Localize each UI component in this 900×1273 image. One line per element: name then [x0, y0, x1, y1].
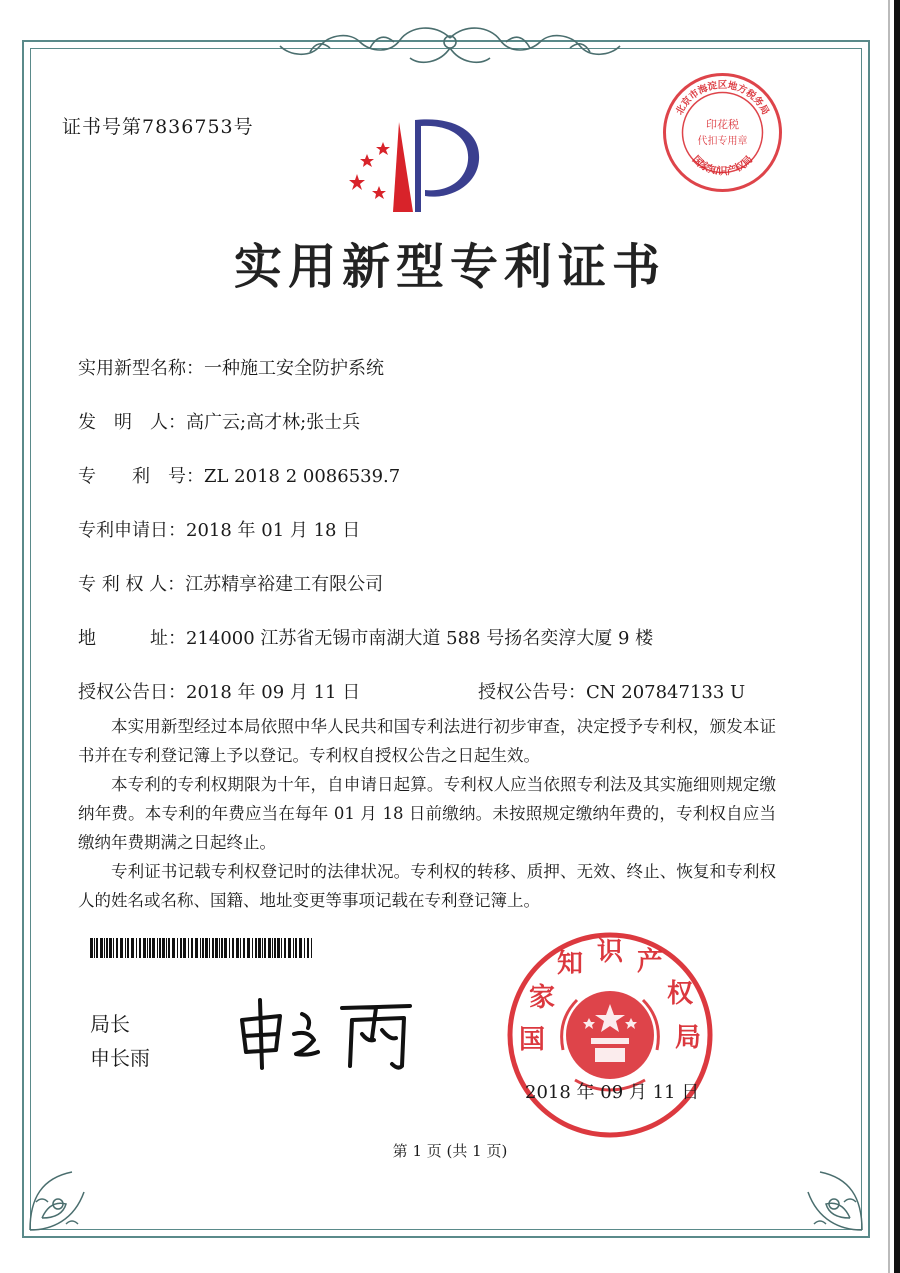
barcode-bar — [205, 938, 208, 958]
cnipa-official-seal — [505, 930, 715, 1140]
barcode-bar — [236, 938, 239, 958]
tax-seal-inner-text: 代扣专用章 — [697, 136, 748, 147]
field-value: 江苏精享裕建工有限公司 — [185, 574, 384, 595]
scan-edge-line — [888, 0, 890, 1273]
barcode-bar — [281, 938, 282, 958]
seal-char-2: 家 — [529, 983, 556, 1013]
page-footer: 第 1 页 (共 1 页) — [392, 1142, 508, 1160]
barcode-bar — [304, 938, 305, 958]
barcode-bar — [180, 938, 182, 958]
barcode-bar — [219, 938, 220, 958]
barcode-bar — [152, 938, 155, 958]
body-paragraph-3: 专利证书记载专利权登记时的法律状况。专利权的转移、质押、无效、终止、恢复和专利权人的姓名或名称、国籍、地址变更等事项记载在专利登记簿上。 — [78, 862, 776, 910]
barcode-bar — [215, 938, 218, 958]
director-title: 局长 — [90, 1012, 130, 1036]
certificate-number: 证书号第7836753号 — [62, 116, 254, 138]
barcode-bar — [247, 938, 250, 958]
field-utility-model-name — [78, 354, 384, 380]
barcode-bar — [229, 938, 230, 958]
barcode-bar — [147, 938, 148, 958]
body-paragraph-1: 本实用新型经过本局依照中华人民共和国专利法进行初步审查，决定授予专利权，颁发本证书并在专利登记簿上予以登记。专利权自授权公告之日起生效。 — [78, 717, 776, 765]
field-label: 专 利 号： — [78, 466, 204, 487]
field-label: 专 利 权 人： — [78, 574, 186, 595]
barcode-bar — [136, 938, 137, 958]
barcode-bar — [188, 938, 189, 958]
barcode-bar — [131, 938, 134, 958]
field-value: 2018 年 01 月 18 日 — [186, 520, 361, 541]
tax-seal-mid-text: 印花税 — [706, 118, 739, 131]
barcode-bar — [116, 938, 118, 958]
barcode — [90, 938, 312, 958]
field-value: ZL 2018 2 0086539.7 — [204, 466, 401, 487]
seal-char-4: 识 — [597, 937, 624, 967]
barcode-bar — [106, 938, 108, 958]
barcode-bar — [125, 938, 126, 958]
barcode-bar — [104, 938, 105, 958]
field-grant-number — [478, 678, 745, 704]
barcode-bar — [288, 938, 291, 958]
seal-char-5: 产 — [637, 947, 664, 977]
barcode-bar — [295, 938, 297, 958]
barcode-bar — [94, 938, 95, 958]
barcode-bar — [157, 938, 158, 958]
field-value: 一种施工安全防护系统 — [204, 358, 384, 379]
barcode-bar — [264, 938, 266, 958]
svg-text:国家知识产权局 — [690, 153, 756, 178]
barcode-bar — [127, 938, 129, 958]
barcode-bar — [299, 938, 302, 958]
barcode-bar — [162, 938, 165, 958]
field-patentee — [78, 570, 383, 596]
corner-ornament-bottom-left — [22, 1158, 102, 1238]
barcode-bar — [232, 938, 234, 958]
barcode-bar — [243, 938, 245, 958]
barcode-bar — [143, 938, 146, 958]
field-label: 发 明 人： — [78, 412, 186, 433]
barcode-bar — [96, 938, 98, 958]
barcode-bar — [221, 938, 223, 958]
corner-ornament-bottom-right — [790, 1158, 870, 1238]
barcode-bar — [272, 938, 273, 958]
scan-edge — [894, 0, 900, 1273]
barcode-bar — [168, 938, 170, 958]
barcode-bar — [311, 938, 312, 958]
field-inventor — [78, 408, 360, 434]
barcode-bar — [177, 938, 178, 958]
field-label: 地 址： — [78, 628, 186, 649]
barcode-bar — [212, 938, 214, 958]
seal-char-3: 知 — [557, 949, 584, 979]
seal-char-1: 国 — [519, 1025, 546, 1055]
field-value: 高广云;高才林;张士兵 — [186, 412, 361, 433]
barcode-bar — [149, 938, 151, 958]
barcode-bar — [200, 938, 201, 958]
barcode-bar — [109, 938, 112, 958]
tax-stamp-seal — [660, 70, 785, 195]
barcode-bar — [293, 938, 294, 958]
director-signature — [232, 990, 432, 1070]
field-address — [78, 624, 653, 650]
barcode-bar — [120, 938, 123, 958]
barcode-bar — [224, 938, 227, 958]
barcode-bar — [262, 938, 263, 958]
barcode-bar — [255, 938, 257, 958]
tax-seal-outer-text: 北京市海淀区地方税务局 — [674, 80, 771, 117]
barcode-bar — [268, 938, 271, 958]
cnipa-logo-icon — [345, 112, 480, 222]
barcode-bar — [166, 938, 167, 958]
barcode-bar — [159, 938, 161, 958]
field-grant-date — [78, 678, 360, 704]
field-label: 实用新型名称： — [78, 358, 204, 379]
barcode-bar — [139, 938, 141, 958]
barcode-bar — [183, 938, 186, 958]
field-value: 214000 江苏省无锡市南湖大道 588 号扬名奕淳大厦 9 楼 — [186, 628, 654, 649]
barcode-bar — [252, 938, 253, 958]
barcode-bar — [191, 938, 193, 958]
barcode-bar — [202, 938, 204, 958]
barcode-bar — [258, 938, 261, 958]
field-filing-date — [78, 516, 360, 542]
field-patent-number — [78, 462, 400, 488]
field-value: 2018 年 09 月 11 日 — [186, 682, 361, 703]
seal-char-6: 权 — [667, 979, 694, 1009]
barcode-bar — [307, 938, 309, 958]
top-ornament — [250, 18, 650, 78]
barcode-bar — [277, 938, 280, 958]
director-name: 申长雨 — [90, 1046, 150, 1070]
field-label: 授权公告日： — [78, 682, 186, 703]
barcode-bar — [209, 938, 210, 958]
tax-seal-bottom-text: 国家知识产权局 — [689, 154, 756, 178]
barcode-bar — [113, 938, 114, 958]
barcode-bar — [240, 938, 241, 958]
field-label: 专利申请日： — [78, 520, 186, 541]
field-label: 授权公告号： — [478, 682, 586, 703]
body-paragraph-2: 本专利的专利权期限为十年，自申请日起算。专利权人应当依照专利法及其实施细则规定缴纳年费。本专利的年费应当在每年 01 月 18 日前缴纳。未按照规定缴纳年费的，专利权自应当缴纳年费期满之日起终止。 — [78, 775, 776, 852]
barcode-bar — [172, 938, 175, 958]
barcode-bar — [195, 938, 198, 958]
barcode-bar — [274, 938, 276, 958]
certificate-title: 实用新型专利证书 — [233, 239, 666, 295]
barcode-bar — [100, 938, 103, 958]
field-value: CN 207847133 U — [586, 682, 746, 703]
issue-date: 2018 年 09 月 11 日 — [525, 1082, 700, 1103]
barcode-bar — [284, 938, 286, 958]
seal-char-7: 局 — [675, 1023, 702, 1053]
barcode-bar — [90, 938, 93, 958]
